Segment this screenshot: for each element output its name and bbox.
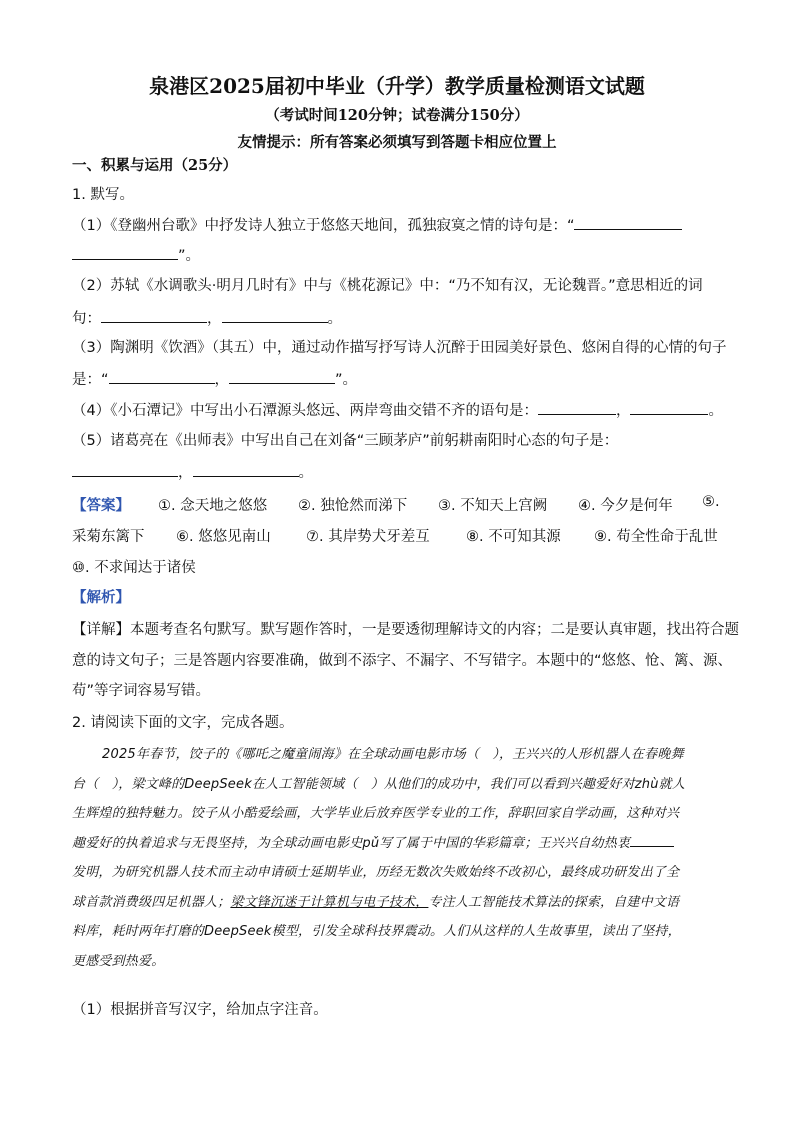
answer-item: ⑤. — [702, 494, 720, 510]
passage-line — [72, 829, 722, 859]
answer-item: ⑥. 悠悠见南山 — [176, 529, 271, 545]
answer-item: ④. 今夕是何年 — [578, 498, 673, 514]
comma: ， — [207, 311, 222, 327]
exam-info: （考试时间120分钟；试卷满分150分） — [265, 107, 529, 124]
answer-blank — [222, 308, 328, 323]
q1-sub4-line — [72, 400, 723, 421]
passage-line — [72, 888, 722, 918]
reading-passage — [72, 740, 722, 976]
passage-line: 2025年春节，饺子的《哪吒之魔童闹海》在全球动画电影市场（ ），王兴兴的人形机器人在春晚舞 — [102, 747, 684, 762]
answer-blank — [630, 832, 674, 847]
answer-item: ⑦. 其岸势犬牙差互 — [306, 529, 430, 545]
period: 。 — [327, 311, 342, 327]
answer-blank — [630, 400, 708, 415]
q1-sub1-text: （1）《登幽州台歌》中抒发诗人独立于悠悠天地间，孤独寂寞之情的诗句是：“ — [72, 218, 575, 234]
answer-blank — [193, 462, 299, 477]
q1-sub3-lead: 是：“ — [72, 372, 109, 388]
analysis-text: 苟”等字词容易写错。 — [72, 683, 211, 699]
answer-label: 【答案】 — [72, 498, 130, 514]
question-1-label: 1. 默写。 — [72, 187, 134, 203]
answer-blank — [101, 308, 207, 323]
analysis-label: 【解析】 — [72, 590, 130, 606]
analysis-text: 意的诗文句子；三是答题内容要准确，做到不添字、不漏字、不写错字。本题中的“悠悠、怆、篱、源、 — [72, 653, 733, 669]
q1-sub2-lead: 句： — [72, 311, 101, 327]
answer-blank — [538, 400, 616, 415]
q1-sub2-line2 — [72, 308, 342, 329]
passage-line: 更感受到热爱。 — [72, 953, 165, 969]
answer-item: ⑧. 不可知其源 — [466, 529, 561, 545]
answer-item: ①. 念天地之悠悠 — [158, 498, 268, 514]
answer-blank — [574, 215, 682, 230]
passage-line: 台（ ），梁文峰的DeepSeek在人工智能领域（ ）从他们的成功中，我们可以看到兴趣爱好对zhù就人 — [72, 776, 686, 792]
q1-sub1-line1 — [72, 215, 682, 236]
answer-item: 采菊东篱下 — [72, 529, 145, 545]
passage-line: 料库，耗时两年打磨的DeepSeek模型，引发全球科技界震动。人们从这样的人生故事里，读出了坚持， — [72, 924, 681, 939]
analysis-text: 【详解】本题考查名句默写。默写题作答时，一是要透彻理解诗文的内容；二是要认真审题，找出符合题 — [72, 622, 739, 638]
answer-item: ⑩. 不求闻达于诸侯 — [72, 560, 196, 576]
answer-blank — [72, 245, 178, 260]
q2-sub1-label: （1）根据拼音写汉字，给加点字注音。 — [72, 1002, 328, 1018]
passage-text: 专注人工智能技术算法的探索，自建中文语 — [428, 894, 680, 910]
passage-line: 生辉煌的独特魅力。饺子从小酷爱绘画，大学毕业后放弃医学专业的工作，辞职回家自学动画，这种对兴 — [72, 806, 680, 821]
q1-sub4-text: （4）《小石潭记》中写出小石潭源头悠远、两岸弯曲交错不齐的语句是： — [72, 403, 538, 419]
period: 。 — [298, 465, 313, 481]
passage-text: 趣爱好的执着追求与无畏坚持，为全球动画电影史pǔ写了属于中国的华彩篇章；王兴兴自幼热衷 — [72, 835, 631, 851]
answer-item: ③. 不知天上宫阙 — [438, 498, 548, 514]
answer-blank — [109, 369, 215, 384]
passage-line: 发明，为研究机器人技术而主动申请硕士延期毕业，历经无数次失败始终不改初心，最终成功研发出了全 — [72, 865, 680, 880]
answer-item: ⑨. 苟全性命于乱世 — [594, 529, 718, 545]
underlined-sentence: 梁文锋沉迷于计算机与电子技术， — [230, 894, 429, 910]
exam-title: 泉港区2025届初中毕业（升学）教学质量检测语文试题 — [149, 74, 645, 98]
q1-sub5-line2 — [72, 462, 313, 483]
q1-sub1-end: ”。 — [178, 248, 201, 264]
comma: ， — [214, 372, 230, 388]
comma: ， — [615, 403, 631, 419]
q1-sub5-line1: （5）诸葛亮在《出师表》中写出自己在刘备“三顾茅庐”前躬耕南阳时心态的句子是： — [72, 433, 619, 449]
q1-sub2-line1: （2）苏轼《水调歌头·明月几时有》中与《桃花源记》中：“乃不知有汉，无论魏晋。”意思相近的词 — [72, 278, 703, 294]
question-2-label: 2. 请阅读下面的文字，完成各题。 — [72, 715, 294, 731]
answer-item: ②. 独怆然而涕下 — [298, 498, 408, 514]
comma: ， — [178, 465, 193, 481]
friendly-tip: 友情提示：所有答案必须填写到答题卡相应位置上 — [237, 134, 557, 151]
answer-blank — [72, 462, 178, 477]
period: 。 — [708, 403, 723, 419]
q1-sub3-line1: （3）陶渊明《饮酒》（其五）中，通过动作描写抒写诗人沉醉于田园美好景色、悠闲自得的心情的句子 — [72, 340, 727, 356]
section-heading: 一、积累与运用（25分） — [72, 157, 238, 174]
answer-blank — [229, 369, 335, 384]
passage-text: 球首款消费级四足机器人； — [72, 894, 231, 910]
quote-end: ”。 — [335, 372, 358, 388]
q1-sub3-line2 — [72, 369, 357, 390]
q1-sub1-line2 — [72, 245, 200, 266]
